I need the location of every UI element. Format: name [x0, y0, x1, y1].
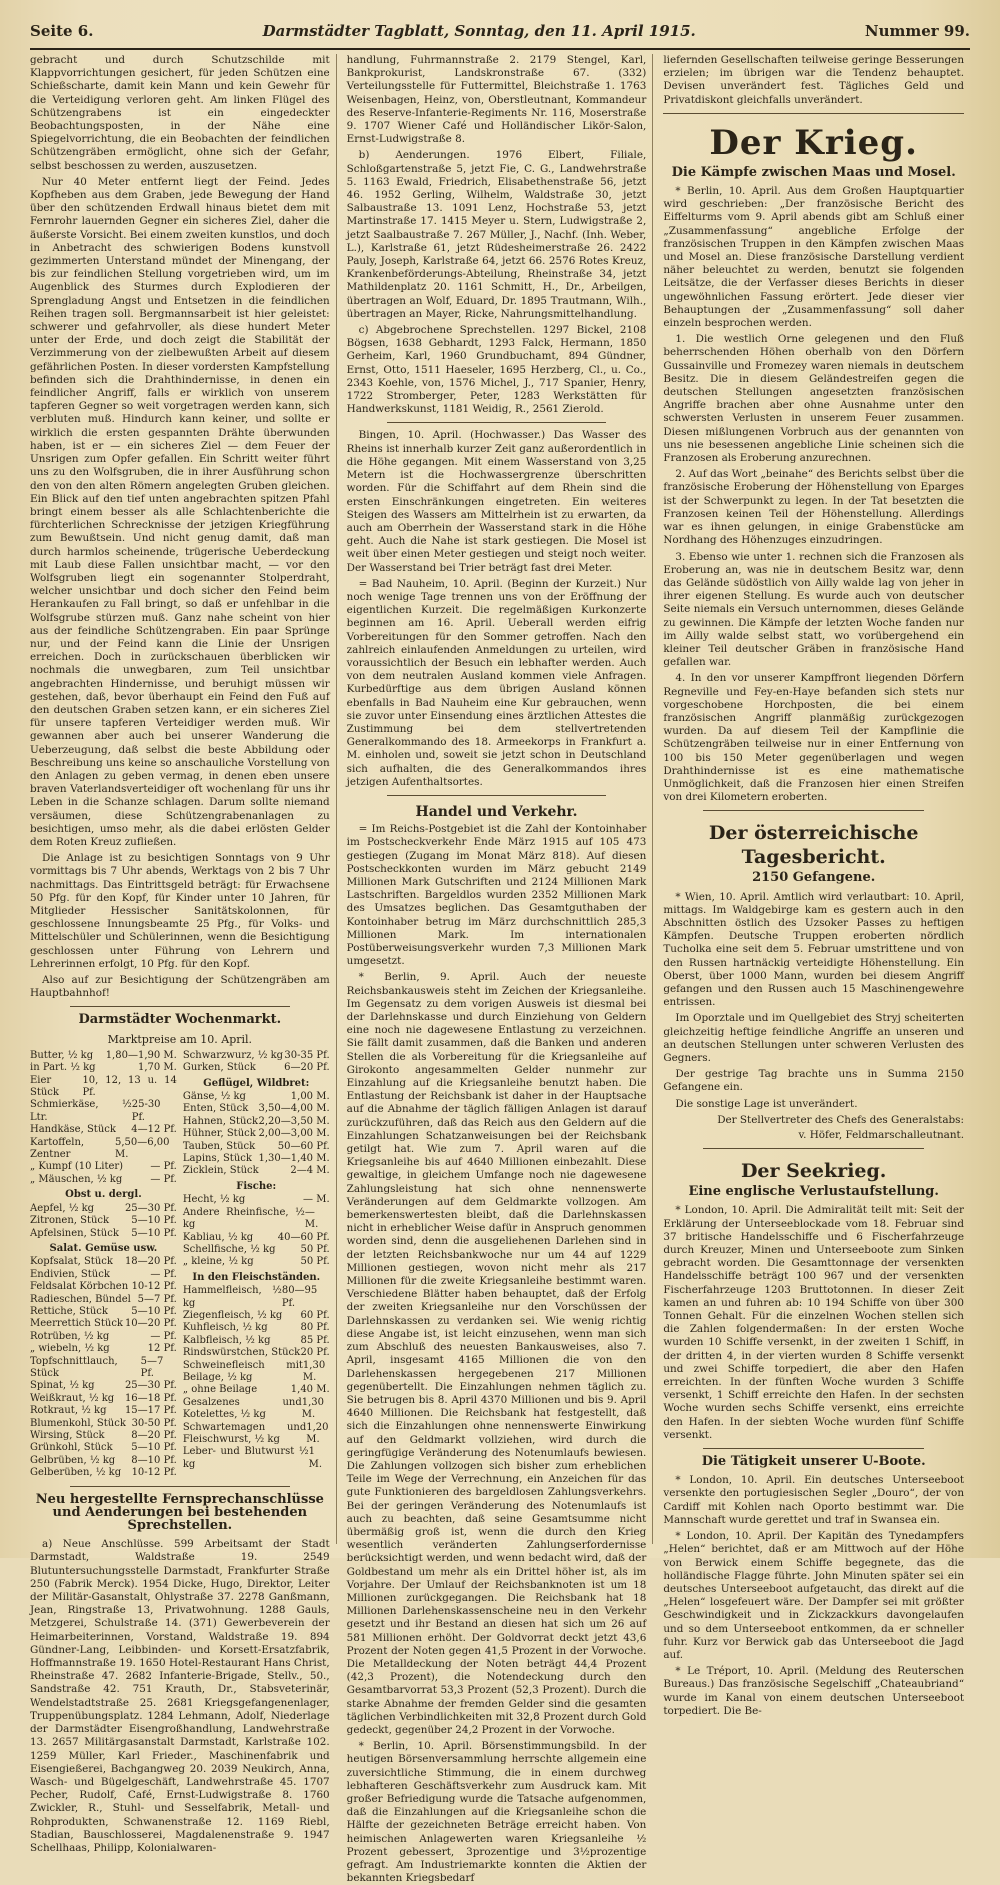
market-price: 1,20 M. [306, 1421, 329, 1446]
market-price-row [30, 1380, 177, 1392]
market-price: 18—20 Pf. [124, 1256, 177, 1268]
market-price-row [183, 1322, 330, 1334]
market-price-row [183, 1062, 330, 1074]
market-item: Hammelfleisch, ½ kg [182, 1285, 282, 1309]
market-item: Blumenkohl, Stück [30, 1417, 126, 1429]
market-price: 50—60 Pf. [277, 1140, 330, 1152]
market-item: Gesalzenes und Kotelettes, ½ kg [182, 1396, 302, 1421]
section-subtitle: Eine englische Verlustaufstellung. [688, 1184, 939, 1200]
article-paragraph: * Le Tréport, 10. April. (Meldung des Reuterschen Bureaus.) Das französische Segelschiff „Chateaubriand“ wurde im Kanal von einem deutschen Unterseeboot torpediert. Die Be- [663, 1665, 965, 1717]
market-price: 85 Pf. [300, 1334, 330, 1346]
market-price-row [30, 1331, 177, 1343]
market-price-row [183, 1141, 330, 1153]
market-price: 15—17 Pf. [124, 1405, 177, 1417]
market-price: 1,30—1,40 M. [258, 1153, 330, 1165]
market-item: Apfelsinen, Stück [30, 1227, 119, 1239]
market-price: 5—7 Pf. [137, 1293, 177, 1305]
market-price: 30-50 Pf. [131, 1417, 177, 1429]
market-price: 50 Pf. [300, 1243, 330, 1255]
market-item: Kuhfleisch, ½ kg [182, 1322, 268, 1334]
market-item: Zitronen, Stück [30, 1215, 110, 1227]
market-price-row [30, 1442, 177, 1454]
market-price-row [30, 1050, 177, 1062]
market-price-row [183, 1153, 330, 1165]
market-item: Schwarzwurz, ½ kg [182, 1049, 284, 1061]
article-paragraph: * London, 10. April. Die Admiralität teilt mit: Seit der Erklärung der Unterseeblockade vom 18. Februar sind 37 britische Handelsschiffe und 6 Fischerfahrzeuge durch Kreuzer, Minen und Unterseeboote zum Sinken gebracht worden. Die Gesamttonnage der versenkten Handelsschiffe beträgt 100 967 und der versenkten Fischerfahrzeuge 1203 Bruttotonnen. In dieser Zeit kamen an und fuhren ab: 10 194 Schiffe von über 300 Tonnen Gehalt. Für die einzelnen Wochen stellen sich die Zahlen folgendermaßen: In der ersten Woche wurden 10 Schiffe versenkt, in der zweiten 1 Schiff, in der dritten 4, in der vierten wurden 8 Schiffe versenkt und zwei Schiffe torpediert, die aber den Hafen erreichten. In der fünften Woche wurden 3 Schiffe versenkt, 1 Schiff erreichte den Hafen. In der sechsten Woche wurden sechs Schiffe versenkt, eins erreichte den Hafen. In der siebten Woche wurden fünf Schiffe versenkt. [663, 1204, 965, 1441]
market-item: Hahnen, Stück [182, 1115, 259, 1127]
market-item: Hecht, ½ kg [182, 1194, 246, 1206]
market-item: Leber- und Blutwurst ½ kg [182, 1446, 309, 1470]
market-price: 25—30 Pf. [124, 1202, 177, 1214]
market-price-row [183, 1165, 330, 1177]
market-item: Topfschnittlauch, Stück [30, 1355, 118, 1379]
market-price-row [183, 1285, 330, 1310]
market-price: 3,50—4,00 M. [258, 1103, 330, 1115]
market-price-row [30, 1405, 177, 1417]
market-price-row [30, 1418, 177, 1430]
market-price: — Pf. [150, 1268, 177, 1280]
market-price-row [30, 1318, 177, 1330]
article-paragraph: Bingen, 10. April. (Hochwasser.) Das Wasser des Rheins ist innerhalb kurzer Zeit ganz außerordentlich in die Höhe gegangen. Mit einem Wasserstand von 3,25 Metern ist die Hochwassergrenze überschritten worden. Für die Schiffahrt auf dem Rhein sind die ersten Einschränkungen eingetreten. Ein weiteres Steigen des Wassers am Mittelrhein ist zu erwarten, da auch am Oberrhein der Wasserstand stark in die Höhe geht. Auch die Nahe ist stark gestiegen. Die Mosel ist weit über einen Meter gestiegen und steigt noch weiter. Der Wasserstand bei Trier beträgt fast drei Meter. [346, 429, 647, 574]
article-paragraph: 2. Auf das Wort „beinahe“ des Berichts selbst über die französische Eroberung der Höhenstellung von Eparges ist der Schwerpunkt zu legen. In der Tat besetzten die Franzosen keinen Teil der Höhenstellung. Allerdings war es ihnen gelungen, in einige Grabenstücke am Nordhang des Höhenzuges einzudringen. [663, 468, 965, 547]
market-price-row [183, 1050, 330, 1062]
market-price: 25—30 Pf. [124, 1380, 177, 1392]
page-header [30, 22, 970, 50]
article-paragraph: Der gestrige Tag brachte uns in Summa 2150 Gefangene ein. [663, 1068, 965, 1094]
signature-name: v. Höfer, Feldmarschalleutnant. [798, 1129, 965, 1142]
market-item: Rindswürstchen, Stück [182, 1347, 301, 1359]
market-price-row [30, 1124, 177, 1136]
market-item: Handkäse, Stück [30, 1124, 116, 1136]
market-price: 20 Pf. [300, 1347, 330, 1359]
article-paragraph: liefernden Gesellschaften teilweise geringe Besserungen erzielen; im übrigen war die Tendenz behauptet. Devisen unverändert fest. Tägliches Geld und Privatdiskont gleichfalls unverändert. [663, 54, 965, 106]
market-price-row [30, 1203, 177, 1215]
section-title-krieg: Der Krieg. [709, 122, 918, 163]
market-price: 50 Pf. [300, 1256, 330, 1268]
market-price: — M. [304, 1206, 319, 1231]
market-price: 40—60 Pf. [277, 1231, 330, 1243]
article-paragraph: 4. In den vor unserer Kampffront liegenden Dörfern Regneville und Fey-en-Haye befanden sich stets nur vorgeschobene Horchposten, die bei einem französischen Angriff planmäßig zurückgezogen wurden. Da auf diesem Teil der Kampflinie die Schützengräben teilweise nur in einer Entfernung von 100 bis 150 Meter gegenüberlagen und wegen Drahthindernisse ist es eine mathematische Unmöglichkeit, daß die Franzosen hier einen Streifen von drei Kilometern eroberten. [663, 672, 965, 804]
market-item: Zicklein, Stück [182, 1165, 259, 1177]
article-paragraph: * Wien, 10. April. Amtlich wird verlautbart: 10. April, mittags. Im Waldgebirge kam es gestern auch in den Abschnitten östlich des Uzsoker Passes zu heftigen Kämpfen. Deutsche Truppen eroberten nördlich Tucholka eine seit dem 5. Februar umstrittene und von den Russen hartnäckig verteidigte Höhenstellung. Ein Oberst, über 1000 Mann, wurden bei diesem Angriff gefangen und den Russen auch 15 Maschinengewehre entrissen. [663, 890, 965, 1009]
market-price-row [183, 1310, 330, 1322]
article-paragraph: = Im Reichs-Postgebiet ist die Zahl der Kontoinhaber im Postscheckverkehr Ende März 1915 auf 105 473 gestiegen (Zugang im Monat März 818). Auf diesen Postscheckkonten wurden im März gebucht 2149 Millionen Mark Gutschriften und 2124 Millionen Mark Lastschriften. Bargeldlos wurden 2352 Millionen Mark des Umsatzes beglichen. Das Gesamtguthaben der Kontoinhaber betrug im März durchschnittlich 285,3 Millionen Mark. Im internationalen Postüberweisungsverkehr wurden 7,3 Millionen Mark umgesetzt. [346, 823, 647, 968]
market-item: Enten, Stück [182, 1103, 249, 1115]
market-price: 6—20 Pf. [284, 1062, 330, 1074]
market-title: Darmstädter Wochenmarkt. [78, 1012, 282, 1028]
market-item: „ kleine, ½ kg [182, 1256, 254, 1268]
market-price-row [30, 1075, 177, 1100]
market-price: 80 Pf. [300, 1322, 330, 1334]
divider [387, 422, 607, 423]
market-section-title: Salat. Gemüse usw. [49, 1242, 158, 1254]
market-item: Tauben, Stück [182, 1140, 256, 1152]
market-price-row [183, 1103, 330, 1115]
market-item: Weißkraut, ½ kg [30, 1392, 115, 1404]
section-title-handel: Handel und Verkehr. [415, 803, 578, 820]
market-price-row [30, 1099, 177, 1124]
market-price-row [30, 1281, 177, 1293]
market-price: 5—10 Pf. [131, 1305, 177, 1317]
article-paragraph: gebracht und durch Schutzschilde mit Klappvorrichtungen gesichert, für jeden Schützen eine Schießscharte, damit kein Mann und kein Gewehr für die Verteidigung verloren geht. Am linken Flügel des Schützengrabens ist ein eingedeckter Beobachtungsposten, in der Nähe eine Spiegelvorrichtung, die ein Beobachten der feindlichen Schützengräben ermöglicht, ohne sich der Gefahr, selbst beschossen zu werden, auszusetzen. [30, 54, 330, 172]
market-price-table [30, 1050, 330, 1480]
market-price-row [183, 1244, 330, 1256]
market-subtitle: Marktpreise am 10. April. [107, 1032, 253, 1046]
market-price-row [30, 1174, 177, 1186]
divider [663, 113, 964, 114]
market-price: 2,00—3,00 M. [258, 1128, 330, 1140]
market-price: — M. [303, 1194, 330, 1206]
market-item: Kabliau, ½ kg [182, 1231, 254, 1243]
market-price-row [30, 1343, 177, 1355]
market-price: 1,70 M. [137, 1062, 177, 1074]
divider [703, 810, 924, 811]
market-price: 1 M. [308, 1446, 323, 1470]
market-item: Spinat, ½ kg [30, 1380, 95, 1392]
market-price-row [183, 1397, 330, 1422]
market-item: Radieschen, Bündel [30, 1293, 131, 1305]
market-item: Schmierkäse, ½ Ltr. [30, 1099, 132, 1123]
market-item: „ ohne Beilage [182, 1384, 258, 1396]
market-price-row [183, 1384, 330, 1396]
market-price: 1,00 M. [290, 1091, 330, 1103]
market-price-row [183, 1256, 330, 1268]
market-price-row [30, 1356, 177, 1381]
market-section-title: Geflügel, Wildbret: [203, 1077, 310, 1089]
article-paragraph: Nur 40 Meter entfernt liegt der Feind. Jedes Kopfheben aus dem Graben, jede Bewegung der Hand über den schützenden Erdwall hinaus bietet dem mit Fernrohr lauernden Gegner ein sicheres Ziel, daher die äußerste Vorsicht. Bei einem zweiten kunstlos, und doch in Anbetracht des schwierigen Bodens kunstvoll gezimmerten Unterstand mündet der Minengang, der bis zur feindlichen Stellung vorgetrieben wird, um im Augenblick des Sturmes durch Explodieren der Sprengladung Angst und Entsetzen in die feindlichen Reihen tragen soll. Bergmannsarbeit ist hier geleistet: schwerer und gefahrvoller, als diese hundert Meter unter der Erde, und doch zeigt die Stabilität der Verzimmerung von der zielbewußten Arbeit auf diesem gefährlichen Posten. In dieser vordersten Kampfstellung befinden sich die Drahthindernisse, in denen ein feindlicher Angriff, falls er wirklich von unserem tapferen Gegner so weit vorgetragen werden kann, sich verbluten muß. Hindurch kann keiner, und sollte er wirklich die ersten gespannten Drähte überwunden haben, ist er — ein sicheres Ziel — dem Feuer der Unsrigen zum Opfer gefallen. Ein Schritt weiter führt uns zu den Wolfsgruben, die in ihrer Ausführung schon den von den alten Römern angelegten Gruben gleichen. Ein Blick auf den tief unten angebrachten spitzen Pfahl bringt einem besser als alle Schlachtenberichte die fürchterlichen Schrecknisse der jetzigen Kriegführung zum Bewußtsein. Und nicht genug damit, daß man durch harmlos scheinende, trügerische Ueberdeckung mit Laub diese Fallen unsichtbar macht, — vor den Wolfsgruben liegt ein sogenannter Stolperdraht, welcher unsichtbar und doch sicher den Feind beim Herankaufen zu Fall bringt, so daß er unfehlbar in die Wolfsgrube stürzen muß. Ganz nahe scheint von hier aus der feindliche Schützengraben. Ein paar Sprünge nur, und der Feind kann die Linie der Unsrigen erreichen. Doch in zurückschauen überblicken wir nochmals die unwegbaren, zum Teil unsichtbar angebrachten Hindernisse, und beruhigt müssen wir gestehen, daß, bevor überhaupt ein Feind den Fuß auf den deutschen Graben setzen kann, er ein sicheres Ziel für unsere tapferen Verteidiger werden muß. Wir gewannen aber auch bei unserer Wanderung die Ueberzeugung, daß selbst die beste Abbildung oder Beschreibung uns keine so anschauliche Vorstellung von den Anlagen zu geben vermag, in denen eben unsere braven Vaterlandsverteidiger oft wochenlang für uns ihr Leben in die Schanze schlagen. Darum sollte niemand versäumen, diese Schützengrabenanlagen zu besichtigen, umso mehr, als die dabei erlösten Gelder dem Roten Kreuz zufließen. [30, 175, 330, 848]
market-price: — Pf. [150, 1173, 177, 1185]
market-price: 5,50—6,00 M. [114, 1136, 170, 1161]
market-item: Wirsing, Stück [30, 1430, 105, 1442]
divider [703, 1148, 924, 1149]
divider [703, 1448, 924, 1449]
market-price: 5—7 Pf. [140, 1355, 164, 1379]
market-item: Rotkraut, ½ kg [30, 1405, 107, 1417]
market-price: 12 Pf. [147, 1343, 177, 1355]
market-item: Gelberüben, ½ kg [30, 1467, 122, 1479]
market-price: 1,40 M. [290, 1384, 330, 1396]
masthead-title: Darmstädter Tagblatt, Sonntag, den 11. April 1915. [262, 22, 696, 40]
market-item: Rettiche, Stück [30, 1305, 108, 1317]
article-paragraph: Die sonstige Lage ist unverändert. [675, 1097, 858, 1110]
column-1 [30, 54, 337, 1854]
article-paragraph: * London, 10. April. Ein deutsches Unterseeboot versenkte den portugiesischen Segler „Douro“, der von Cardiff mit Kohlen nach Oporto bestimmt war. Die Mannschaft wurde gerettet und traf in Swansea ein. [663, 1474, 965, 1526]
market-item: Schweinefleisch mit Beilage, ½ kg [182, 1359, 303, 1383]
article-paragraph: * Berlin, 9. April. Auch der neueste Reichsbankausweis steht im Zeichen der Kriegsanleihe. Im Gegensatz zu dem vorigen Ausweis ist diesmal bei der Darlehnskasse und durch Einziehung von Geldern eine noch nie dagewesene Entlastung zu verzeichnen. Sie fällt damit zusammen, daß die Banken und anderen Stellen die als Vorbereitung für die Kriegsanleihe auf Girokonto angesammelten Gelder nunmehr zur Einzahlung auf die Kriegsanleihe benutzt haben. Die Entlastung der Reichsbank ist daher in der Hauptsache auf die Abnahme der täglich fälligen Anlagen ist darauf zurückzuführen, daß das Reich aus den Geldern auf die Einzahlungen Schatzanweisungen bei der Reichsbank getilgt hat. Wie zum 7. April waren auf die Kriegsanleihe bis auf 4640 Millionen einbezahlt. Diese gewaltige, in gleichem Umfange noch nie dagewesene Zahlungsleistung hat sich ohne nennenswerte Veränderungen auf dem Geldmarkte vollzogen. Am bemerkenswertesten bleibt, daß die Darlehnskassen nicht in erheblicher Weise dafür in Anspruch genommen worden sind, denn die ausgeliehenen Darlehen sind in der letzten Reichsbankwoche nur um 44 auf 1229 Millionen gestiegen, wovon nicht mehr als 217 Millionen für die zweite Kriegsanleihe bestimmt waren. Verschiedene Blätter haben behauptet, daß der Erfolg der zweiten Kriegsanleihe nur den Vorschüssen der Darlehnskassen zu verdanken sei. Wie wenig richtig diese Angabe ist, ist leicht einzusehen, wenn man sich zum Abschluß des neuesten Bankausweises, also 7. April, insgesamt 4165 Millionen die von den Darlehenskassen hergegebenen 217 Millionen gegenübertellt. Die Einzahlungen nehmen täglich zu. Sie betrugen bis 8. April 4370 Millionen und bis 9. April 4640 Millionen. Die Reichsbank hat festgestellt, daß sich die Einzahlungen ohne nennenswerte Einwirkung auf den Geldmarkt vollziehen, wird durch die geringfügige Veränderung des Notenumlaufs bewiesen. Die Zahlungen vollzogen sich bisher zum erheblichen Teile im Wege der Verrechnung, ein Anzeichen für das gute Funktionieren des bargeldlosen Zahlungsverkehrs. Bei der geringen Veränderung des Notenumlaufs ist auch zu beachten, daß seine Gesamtsumme nicht übermäßig groß ist, wenn die durch den Krieg wesentlich veränderten Zahlungserfordernisse berücksichtigt werden, und wenn bedacht wird, daß der Goldbestand um mehr als ein Drittel höher ist, als im Vorjahre. Der Umlauf der Reichsbanknoten ist um 18 Millionen zurückgegangen. Die Reichsbank hat 18 Millionen Darlehenskassenscheine neu in den Verkehr gesetzt und ihr Bestand an diesen hat sich um 26 auf 581 Millionen erhöht. Der Goldvorrat deckt jetzt 43,6 Prozent der Noten gegen 41,5 Prozent in der Vorwoche. Die Metalldeckung der Noten beträgt 44,4 Prozent (42,3 Prozent), die Notendeckung durch den Gesamtbarvorrat 53,3 Prozent (52,3 Prozent). Durch die starke Abnahme der fremden Gelder sind die gesamten täglichen Verbindlichkeiten mit 32,8 Prozent durch Gold gedeckt, gegenüber 24,2 Prozent in der Vorwoche. [346, 971, 647, 1736]
market-price: 2—4 M. [290, 1165, 330, 1177]
market-item: Butter, ½ kg [30, 1049, 94, 1061]
signature-line: Der Stellvertreter des Chefs des Generalstabs: [717, 1113, 965, 1126]
market-price-row [30, 1256, 177, 1268]
market-item: Kalbfleisch, ½ kg [182, 1334, 271, 1346]
market-price: 1,30 M. [301, 1396, 324, 1421]
market-section-title: Obst u. dergl. [65, 1189, 142, 1201]
section-title-oesterreich: Der österreichische Tagesbericht. [708, 822, 919, 869]
market-price-row [183, 1360, 330, 1385]
market-price-row [183, 1207, 330, 1232]
divider [387, 795, 607, 796]
market-price: 30-35 Pf. [284, 1049, 330, 1061]
market-price: — Pf. [150, 1161, 177, 1173]
article-paragraph: * London, 10. April. Der Kapitän des Tynedampfers „Helen“ berichtet, daß er am Mittwoch auf der Höhe von Berwick einem Schiffe begegnete, das die holländische Flagge führte. John Minuten später sei ein deutsches Unterseeboot aufgetaucht, das direkt auf die „Helen“ losgefeuert wäre. Der Dampfer sei mit größter Geschwindigkeit und in Zickzackkurs davongelaufen und so dem Unterseeboot entkommen, da er schneller fuhr. Kurz vor Berwick gab das Unterseeboot die Jagd auf. [663, 1530, 965, 1661]
market-item: „ Kumpf (10 Liter) [30, 1161, 124, 1173]
article-paragraph: b) Aenderungen. 1976 Elbert, Filiale, Schloßgartenstraße 5, jetzt Fie, C. G., Landwehrstraße 5. 1163 Ewald, Friedrich, Elisabethenstraße 56, jetzt 46. 1952 Gerling, Wilhelm, Waldstraße 30, jetzt Salbaustraße 13. 1091 Lenz, Hochstraße 53, jetzt Martinstraße 17. 1415 Meyer u. Stern, Ludwigstraße 2, jetzt Saalbaustraße 7. 267 Müller, J., Nachf. (Inh. Weber, L.), Karlstraße 61, jetzt Rüdesheimerstraße 26. 2422 Pauly, Joseph, Karlstraße 64, jetzt 66. 2576 Rotes Kreuz, Krankenbeförderungs-Abteilung, Rheinstraße 34, jetzt Mathildenplatz 20. 1161 Schmitt, H., Dr., Arbeilgen, übertragen an Wolf, Eduard, Dr. 1895 Trautmann, Wilh., übertragen an Mayer, Ricke, Nahrungsmittelhandlung. [346, 149, 647, 320]
market-price: 5—10 Pf. [131, 1227, 177, 1239]
market-price-row [183, 1446, 330, 1471]
market-price-row [183, 1128, 330, 1140]
divider [70, 1006, 290, 1007]
market-item: Endivien, Stück [30, 1268, 110, 1280]
page-number: Seite 6. [30, 22, 94, 40]
market-item: Lapins, Stück [182, 1153, 252, 1165]
market-right-column [183, 1050, 330, 1480]
market-price: 10-12 Pf. [131, 1281, 177, 1293]
section-subtitle: 2150 Gefangene. [752, 870, 876, 886]
market-item: Ziegenfleisch, ½ kg [182, 1309, 283, 1321]
market-price-row [30, 1294, 177, 1306]
market-price-row [183, 1194, 330, 1206]
market-price: 4—12 Pf. [131, 1124, 177, 1136]
telephone-title: Neu hergestellte Fernsprechanschlüsse und Aenderungen bei bestehenden Sprechstellen. [35, 1491, 324, 1534]
market-item: Kopfsalat, Stück [30, 1256, 113, 1268]
market-price-row [183, 1232, 330, 1244]
market-price: 2,20—3,50 M. [258, 1115, 330, 1127]
market-price: 60 Pf. [300, 1309, 330, 1321]
market-item: in Part. ½ kg [30, 1062, 96, 1074]
market-item: Schwartemagen und Fleischwurst, ½ kg [182, 1421, 307, 1446]
section-title-seekrieg: Der Seekrieg. [740, 1160, 887, 1183]
market-price-row [30, 1393, 177, 1405]
article-paragraph: Im Oporztale und im Quellgebiet des Stryj scheiterten gleichzeitig heftige feindliche Angriffe an unseren und an deutschen Stellungen unter schweren Verlusten des Gegners. [663, 1012, 965, 1064]
market-price: 10-12 Pf. [131, 1467, 177, 1479]
market-price-row [183, 1347, 330, 1359]
market-price: 8—10 Pf. [131, 1454, 177, 1466]
market-price: 1,30 M. [302, 1359, 326, 1383]
market-price: 5—10 Pf. [131, 1442, 177, 1454]
market-price: 16—18 Pf. [124, 1392, 177, 1404]
article-paragraph: * Berlin, 10. April. Börsenstimmungsbild. In der heutigen Börsenversammlung herrschte allgemein eine zuversichtliche Stimmung, die in einem durchweg lebhafteren Geschäftsverkehr zum Ausdruck kam. Mit großer Befriedigung wurde die Tatsache aufgenommen, daß die Einzahlungen auf die Kriegsanleihe schon die Hälfte der gezeichneten Beträge erreicht haben. Von heimischen Anlagewerten waren Kriegsanleihe ½ Prozent gebessert, 3prozentige und 3½prozentige gefragt. Am Industriemarkte konnten die Aktien der bekannten Kriegsbedarf [346, 1740, 647, 1885]
article-paragraph: handlung, Fuhrmannstraße 2. 2179 Stengel, Karl, Bankprokurist, Landskronstraße 67. (332) Verteilungsstelle für Futtermittel, Bleichstraße 1. 1763 Weisenbagen, Heinz, von, Oberstleutnant, Kommandeur des Reserve-Infanterie-Regiments Nr. 116, Moserstraße 9. 1707 Wiener Café und Holländischer Likör-Salon, Ernst-Ludwigstraße 8. [346, 54, 647, 146]
market-item: Meerrettich Stück [30, 1318, 123, 1330]
market-price-row [30, 1137, 177, 1162]
market-item: Hühner, Stück [182, 1128, 256, 1140]
market-price-row [183, 1422, 330, 1447]
market-price: 8—20 Pf. [131, 1430, 177, 1442]
column-3 [663, 54, 970, 1717]
article-paragraph: * Berlin, 10. April. Aus dem Großen Hauptquartier wird geschrieben: „Der französische Bericht des Eiffelturms vom 9. April abends gibt am Schluß einer „Zusammenfassung“ angebliche Erfolge der französischen Truppen in den Kämpfen zwischen Maas und Mosel an. Diese französische Darstellung verdient näher beleuchtet zu werden, benutzt sie folgenden Leitsätze, die der Verfasser dieses Berichts in dieser ungewöhnlichen Fassung erörtert. Jede dieser vier Behauptungen der „Zusammenfassung“ soll daher einzeln besprochen werden. [663, 185, 965, 330]
divider [70, 1486, 290, 1487]
market-price: 10—20 Pf. [124, 1318, 177, 1330]
section-subtitle: Die Kämpfe zwischen Maas und Mosel. [671, 164, 956, 180]
market-price-row [183, 1335, 330, 1347]
article-paragraph: Die Anlage ist zu besichtigen Sonntags von 9 Uhr vormittags bis 7 Uhr abends, Werktags von 2 bis 7 Uhr nachmittags. Das Eintrittsgeld beträgt: für Erwachsene 50 Pfg. für den Kopf, für Kinder unter 10 Jahren, für Mitglieder Hessischer Sanitätskolonnen, für geschlossene Innungsbeamte 25 Pfg., für Volks- und Mittelschüler und Schülerinnen, wenn die Besichtigung geschlossen unter Führung von Lehrern und Lehrerinnen erfolgt, 10 Pfg. für den Kopf. [30, 852, 330, 970]
market-price-row [30, 1430, 177, 1442]
issue-number: Nummer 99. [864, 22, 970, 40]
market-price-row [183, 1116, 330, 1128]
market-price: 80—95 Pf. [281, 1285, 318, 1309]
market-price-row [30, 1062, 177, 1074]
market-item: Feldsalat Körbchen [30, 1281, 129, 1293]
market-price-row [30, 1269, 177, 1281]
market-price: 1,80—1,90 M. [105, 1049, 177, 1061]
market-price: 10, 12, 13 u. 14 Pf. [82, 1074, 177, 1099]
market-item: Kartoffeln, Zentner [30, 1136, 85, 1161]
market-price: — Pf. [150, 1330, 177, 1342]
market-item: „ Mäuschen, ½ kg [30, 1173, 123, 1185]
market-price-row [30, 1306, 177, 1318]
section-title-uboote: Die Tätigkeit unserer U-Boote. [701, 1454, 926, 1470]
market-price-row [30, 1228, 177, 1240]
article-paragraph: Also auf zur Besichtigung der Schützengräben am Hauptbahnhof! [30, 974, 330, 1000]
market-price-row [30, 1455, 177, 1467]
market-section-title: In den Fleischständen. [192, 1271, 321, 1283]
market-price-row [183, 1091, 330, 1103]
market-section-title: Fische: [236, 1180, 277, 1192]
market-item: Grünkohl, Stück [30, 1442, 113, 1454]
market-price-row [30, 1215, 177, 1227]
market-item: Eier Stück [30, 1074, 59, 1099]
market-item: Schellfische, ½ kg [182, 1243, 276, 1255]
market-price-row [30, 1467, 177, 1479]
market-item: Gänse, ½ kg [182, 1091, 246, 1103]
market-item: Gelbrüben, ½ kg [30, 1454, 116, 1466]
market-item: „ wiebeln, ½ kg [30, 1343, 110, 1355]
market-price-row [30, 1161, 177, 1173]
market-item: Andere Rheinfische, ½ kg [182, 1206, 305, 1231]
market-left-column [30, 1050, 177, 1480]
market-price: 25-30 Pf. [131, 1099, 161, 1123]
article-paragraph: a) Neue Anschlüsse. 599 Arbeitsamt der Stadt Darmstadt, Waldstraße 19. 2549 Blutuntersuchungsstelle Darmstadt, Frankfurter Straße 250 (Fabrik Merck). 1954 Dicke, Hugo, Direktor, Leiter der Militär-Gasanstalt, Ohlystraße 37. 2278 Ganßmann, Jean, Ringstraße 13, Privatwohnung. 1288 Gauls, Metzgerei, Schulstraße 14. (371) Gewerbeverein der Heimarbeiterinnen, Vorstand, Waldstraße 19. 894 Gündner-Lang, Leibbinden- und Korsett-Ersatzfabrik, Hoffmannstraße 19. 1650 Hotel-Restaurant Hans Christ, Rheinstraße 47. 2682 Infanterie-Brigade, Stellv., 50., Sandstraße 42. 751 Krauth, Dr., Stabsveterinär, Wendelstadtstraße 25. 2681 Kriegsgefangenenlager, Truppenübungsplatz. 1284 Lehmann, Adolf, Niederlage der Darmstädter Eisengroßhandlung, Landwehrstraße 13. 2657 Militärgasanstalt Darmstadt, Karlstraße 102. 1259 Müller, Karl Frieder., Maschinenfabrik und Eisengießerei, Bachgangweg 20. 2039 Neukirch, Anna, Wasch- und Bügelgeschäft, Landwehrstraße 45. 1707 Pecher, Rudolf, Café, Ernst-Ludwigstraße 8. 1760 Zwickler, R., Stuhl- und Sesselfabrik, Metall- und Rohprodukten, Schwanenstraße 12. 1169 Riebl, Stadian, Bauschlosserei, Magdalenenstraße 9. 1947 Schellhaas, Philipp, Kolonialwaren- [30, 1538, 330, 1854]
market-price: 5—10 Pf. [131, 1215, 177, 1227]
column-2 [346, 54, 654, 1885]
market-item: Rotrüben, ½ kg [30, 1330, 110, 1342]
market-item: Gurken, Stück [182, 1062, 256, 1074]
article-paragraph: = Bad Nauheim, 10. April. (Beginn der Kurzeit.) Nur noch wenige Tage trennen uns von der Eröffnung der eigentlichen Kurzeit. Die regelmäßigen Kurkonzerte beginnen am 16. April. Ueberall werden eifrig Vorbereitungen für den Sommer getroffen. Nach den zahlreich einlaufenden Anmeldungen zu urteilen, wird voraussichtlich der Besuch ein lebhafter werden. Auch von dem neutralen Ausland kommen viele Anfragen. Kurbedürftige aus dem übrigen Ausland können ebenfalls in Bad Nauheim eine Kur gebrauchen, wenn sie zuvor unter Einsendung eines ärztlichen Attestes die Zustimmung bei dem stellvertretenden Generalkommando des 18. Armeekorps in Frankfurt a. M. einholen und, soweit sie jetzt schon in Deutschland sich aufhalten, die des Generalkommandos ihres jetzigen Aufenthaltsortes. [346, 577, 647, 788]
market-item: Aepfel, ½ kg [30, 1202, 95, 1214]
article-columns [30, 54, 970, 1885]
article-paragraph: c) Abgebrochene Sprechstellen. 1297 Bickel, 2108 Bögsen, 1638 Gebhardt, 1293 Falck, Hermann, 1850 Gerheim, Karl, 1960 Grundbuchamt, 894 Gündner, Ernst, Otto, 1511 Haeseler, 1695 Herzberg, Cl., u. Co., 2343 Koehle, von, 1576 Michel, J., 717 Spanier, Henry, 1722 Stromberger, Peter, 1283 Werkstätten für Handwerkskunst, 1181 Weidig, R., 2561 Zierold. [346, 324, 647, 416]
article-paragraph: 3. Ebenso wie unter 1. rechnen sich die Franzosen als Eroberung an, was nie in deutschem Besitz war, denn das Gelände südöstlich von Ailly walde lag von jeher in ihrer eigenen Stellung. Es wurde auch von deutscher Seite niemals ein Versuch unternommen, dieses Gelände zu gewinnen. Die Kämpfe der letzten Woche fanden nur im Ailly walde selbst statt, wo vorübergehend ein kleiner Teil deutscher Gräben in französische Hand gefallen war. [663, 550, 965, 669]
article-paragraph: 1. Die westlich Orne gelegenen und den Fluß beherrschenden Höhen oberhalb von den Dörfern Gussainville und Fromezey waren niemals in deutschem Besitz. Die in diesem Geländestreifen gegen die deutschen Stellungen angesetzten französischen Angriffe brachen aber ohne Ausnahme unter den schwersten Verlusten in unserem Feuer zusammen. Diesen mißlungenen Vorbruch aus der genannten von uns nie besessenen angebliche Linie scheinen sich die Franzosen als Eroberung anzurechnen. [663, 333, 965, 465]
